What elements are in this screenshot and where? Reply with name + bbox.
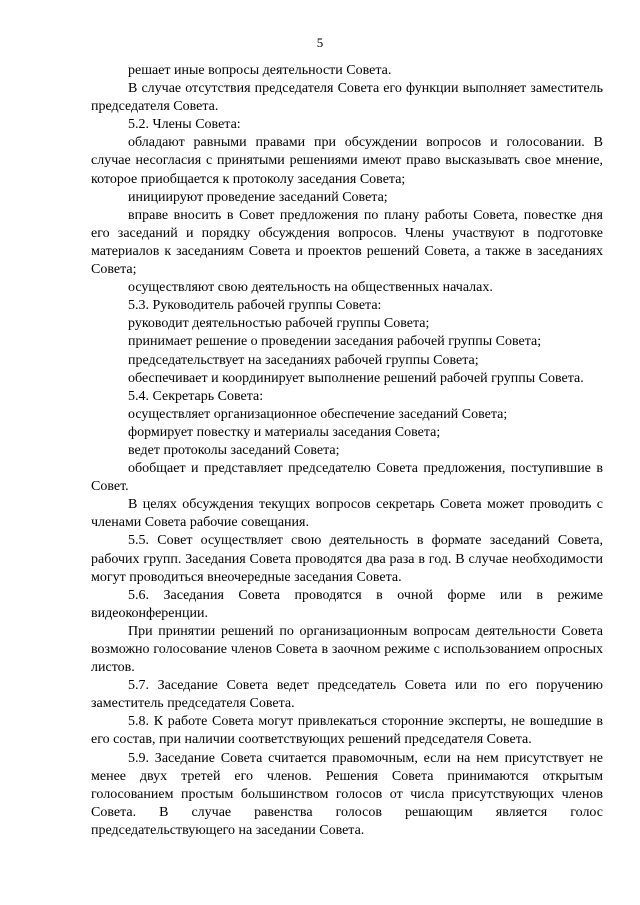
paragraph: обеспечивает и координирует выполнение решений рабочей группы Совета. [128, 370, 584, 386]
paragraph: осуществляет организационное обеспечение заседаний Совета; [128, 406, 508, 422]
paragraph: обобщает и представляет председателю Совета предложения, поступившие в Совет. [91, 461, 603, 495]
paragraph: вправе вносить в Совет предложения по плану работы Совета, повестке дня его заседаний и порядку обсуждения вопросов. Члены участвуют в подготовке материалов к заседаниям Совета и проектов решений Совета, а также в заседаниях Совета; [91, 207, 603, 278]
paragraph: руководит деятельностью рабочей группы Совета; [128, 316, 430, 332]
paragraph: обладают равными правами при обсуждении вопросов и голосовании. В случае несогласия с принятыми решениями имеют право высказывать свое мнение, которое приобщается к протоколу заседания Совета; [91, 135, 603, 187]
document-body [91, 62, 603, 840]
section-heading: 5.4. Секретарь Совета: [128, 388, 264, 404]
paragraph: решает иные вопросы деятельности Совета. [128, 63, 392, 78]
paragraph: 5.5. Совет осуществляет свою деятельность в формате заседаний Совета, рабочих групп. Заседания Совета проводятся два раза в год. В случае необходимости могут проводиться внеочередные заседания Совета. [91, 533, 603, 585]
paragraph: 5.6. Заседания Совета проводятся в очной форме или в режиме видеоконференции. [91, 587, 603, 621]
paragraph: ведет протоколы заседаний Совета; [128, 442, 340, 458]
paragraph: осуществляют свою деятельность на общественных началах. [128, 280, 493, 296]
paragraph: 5.9. Заседание Совета считается правомочным, если на нем присутствует не менее двух третей его членов. Решения Совета принимаются открытым голосованием простым большинством голосов от числа присутствующих членов Совета. В случае равенства голосов решающим является голос председательствующего на заседании Совета. [91, 750, 603, 838]
paragraph: В целях обсуждения текущих вопросов секретарь Совета может проводить с членами Совета рабочие совещания. [91, 497, 603, 531]
section-heading: 5.3. Руководитель рабочей группы Совета: [128, 298, 382, 314]
paragraph: 5.8. К работе Совета могут привлекаться сторонние эксперты, не вошедшие в его состав, при наличии соответствующих решений председателя Совета. [91, 714, 603, 748]
paragraph: принимает решение о проведении заседания рабочей группы Совета; [128, 334, 542, 350]
page-number: 5 [316, 35, 324, 50]
paragraph: формирует повестку и материалы заседания Совета; [128, 424, 441, 440]
paragraph: При принятии решений по организационным вопросам деятельности Совета возможно голосование членов Совета в заочном режиме с использованием опросных листов. [91, 623, 603, 676]
section-heading: 5.2. Члены Совета: [128, 117, 241, 133]
paragraph: В случае отсутствия председателя Совета его функции выполняет заместитель председателя Совета. [91, 81, 603, 115]
paragraph: инициируют проведение заседаний Совета; [128, 189, 388, 205]
paragraph: 5.7. Заседание Совета ведет председатель Совета или по его поручению заместитель председателя Совета. [91, 678, 603, 712]
paragraph: председательствует на заседаниях рабочей группы Совета; [128, 352, 479, 368]
